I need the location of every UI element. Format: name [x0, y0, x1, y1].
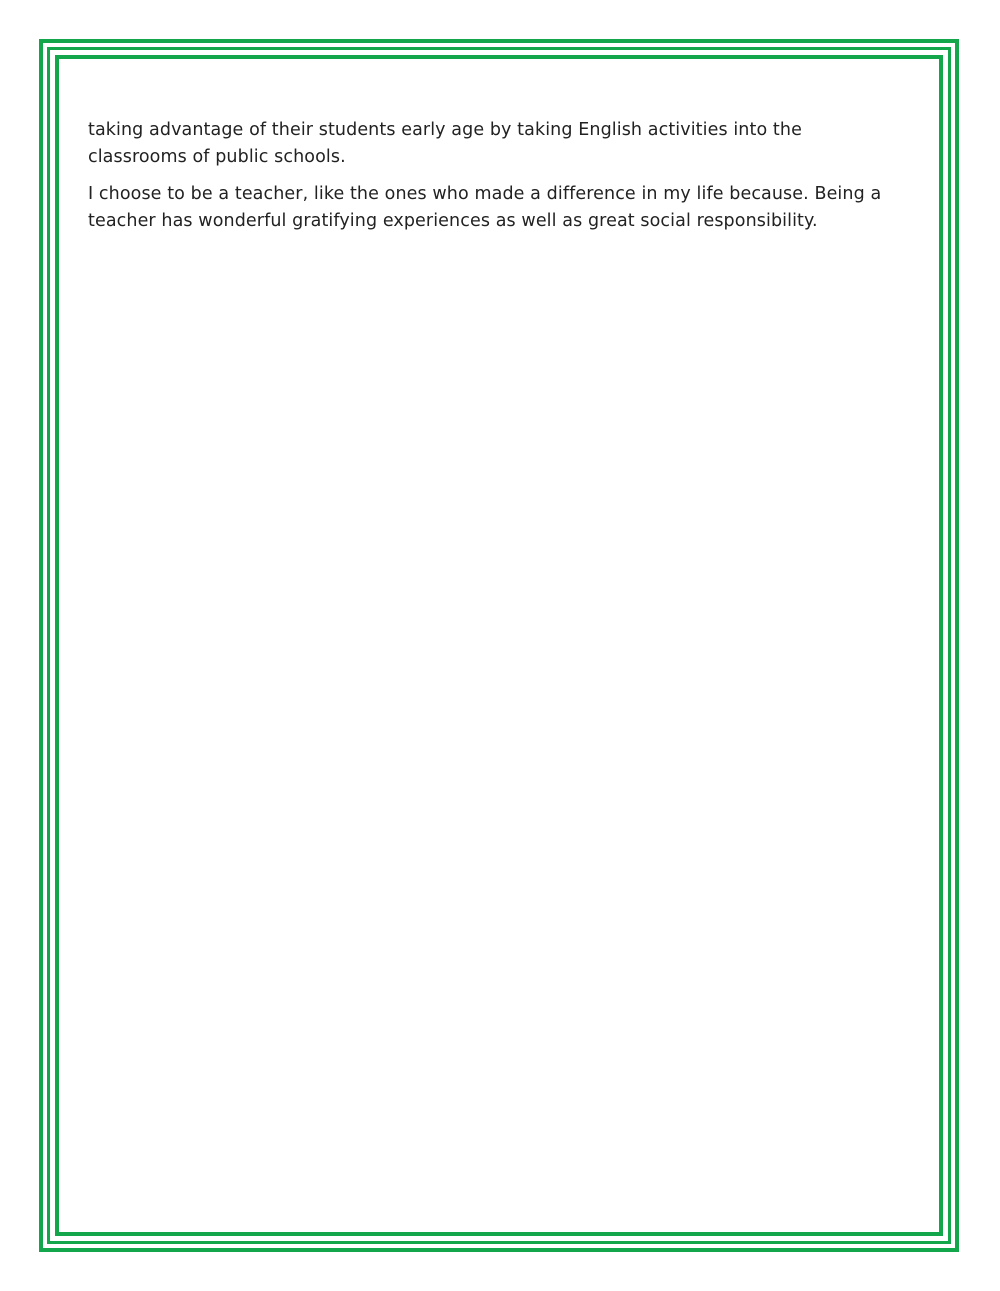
paragraph-1: taking advantage of their students early age by taking English activities into the classrooms of public schools. [88, 120, 802, 167]
document-body [88, 117, 888, 245]
paragraph-2: I choose to be a teacher, like the ones who made a difference in my life because. Being a teacher has wonderful gratifying experiences as well as great social responsibility. [88, 184, 882, 231]
